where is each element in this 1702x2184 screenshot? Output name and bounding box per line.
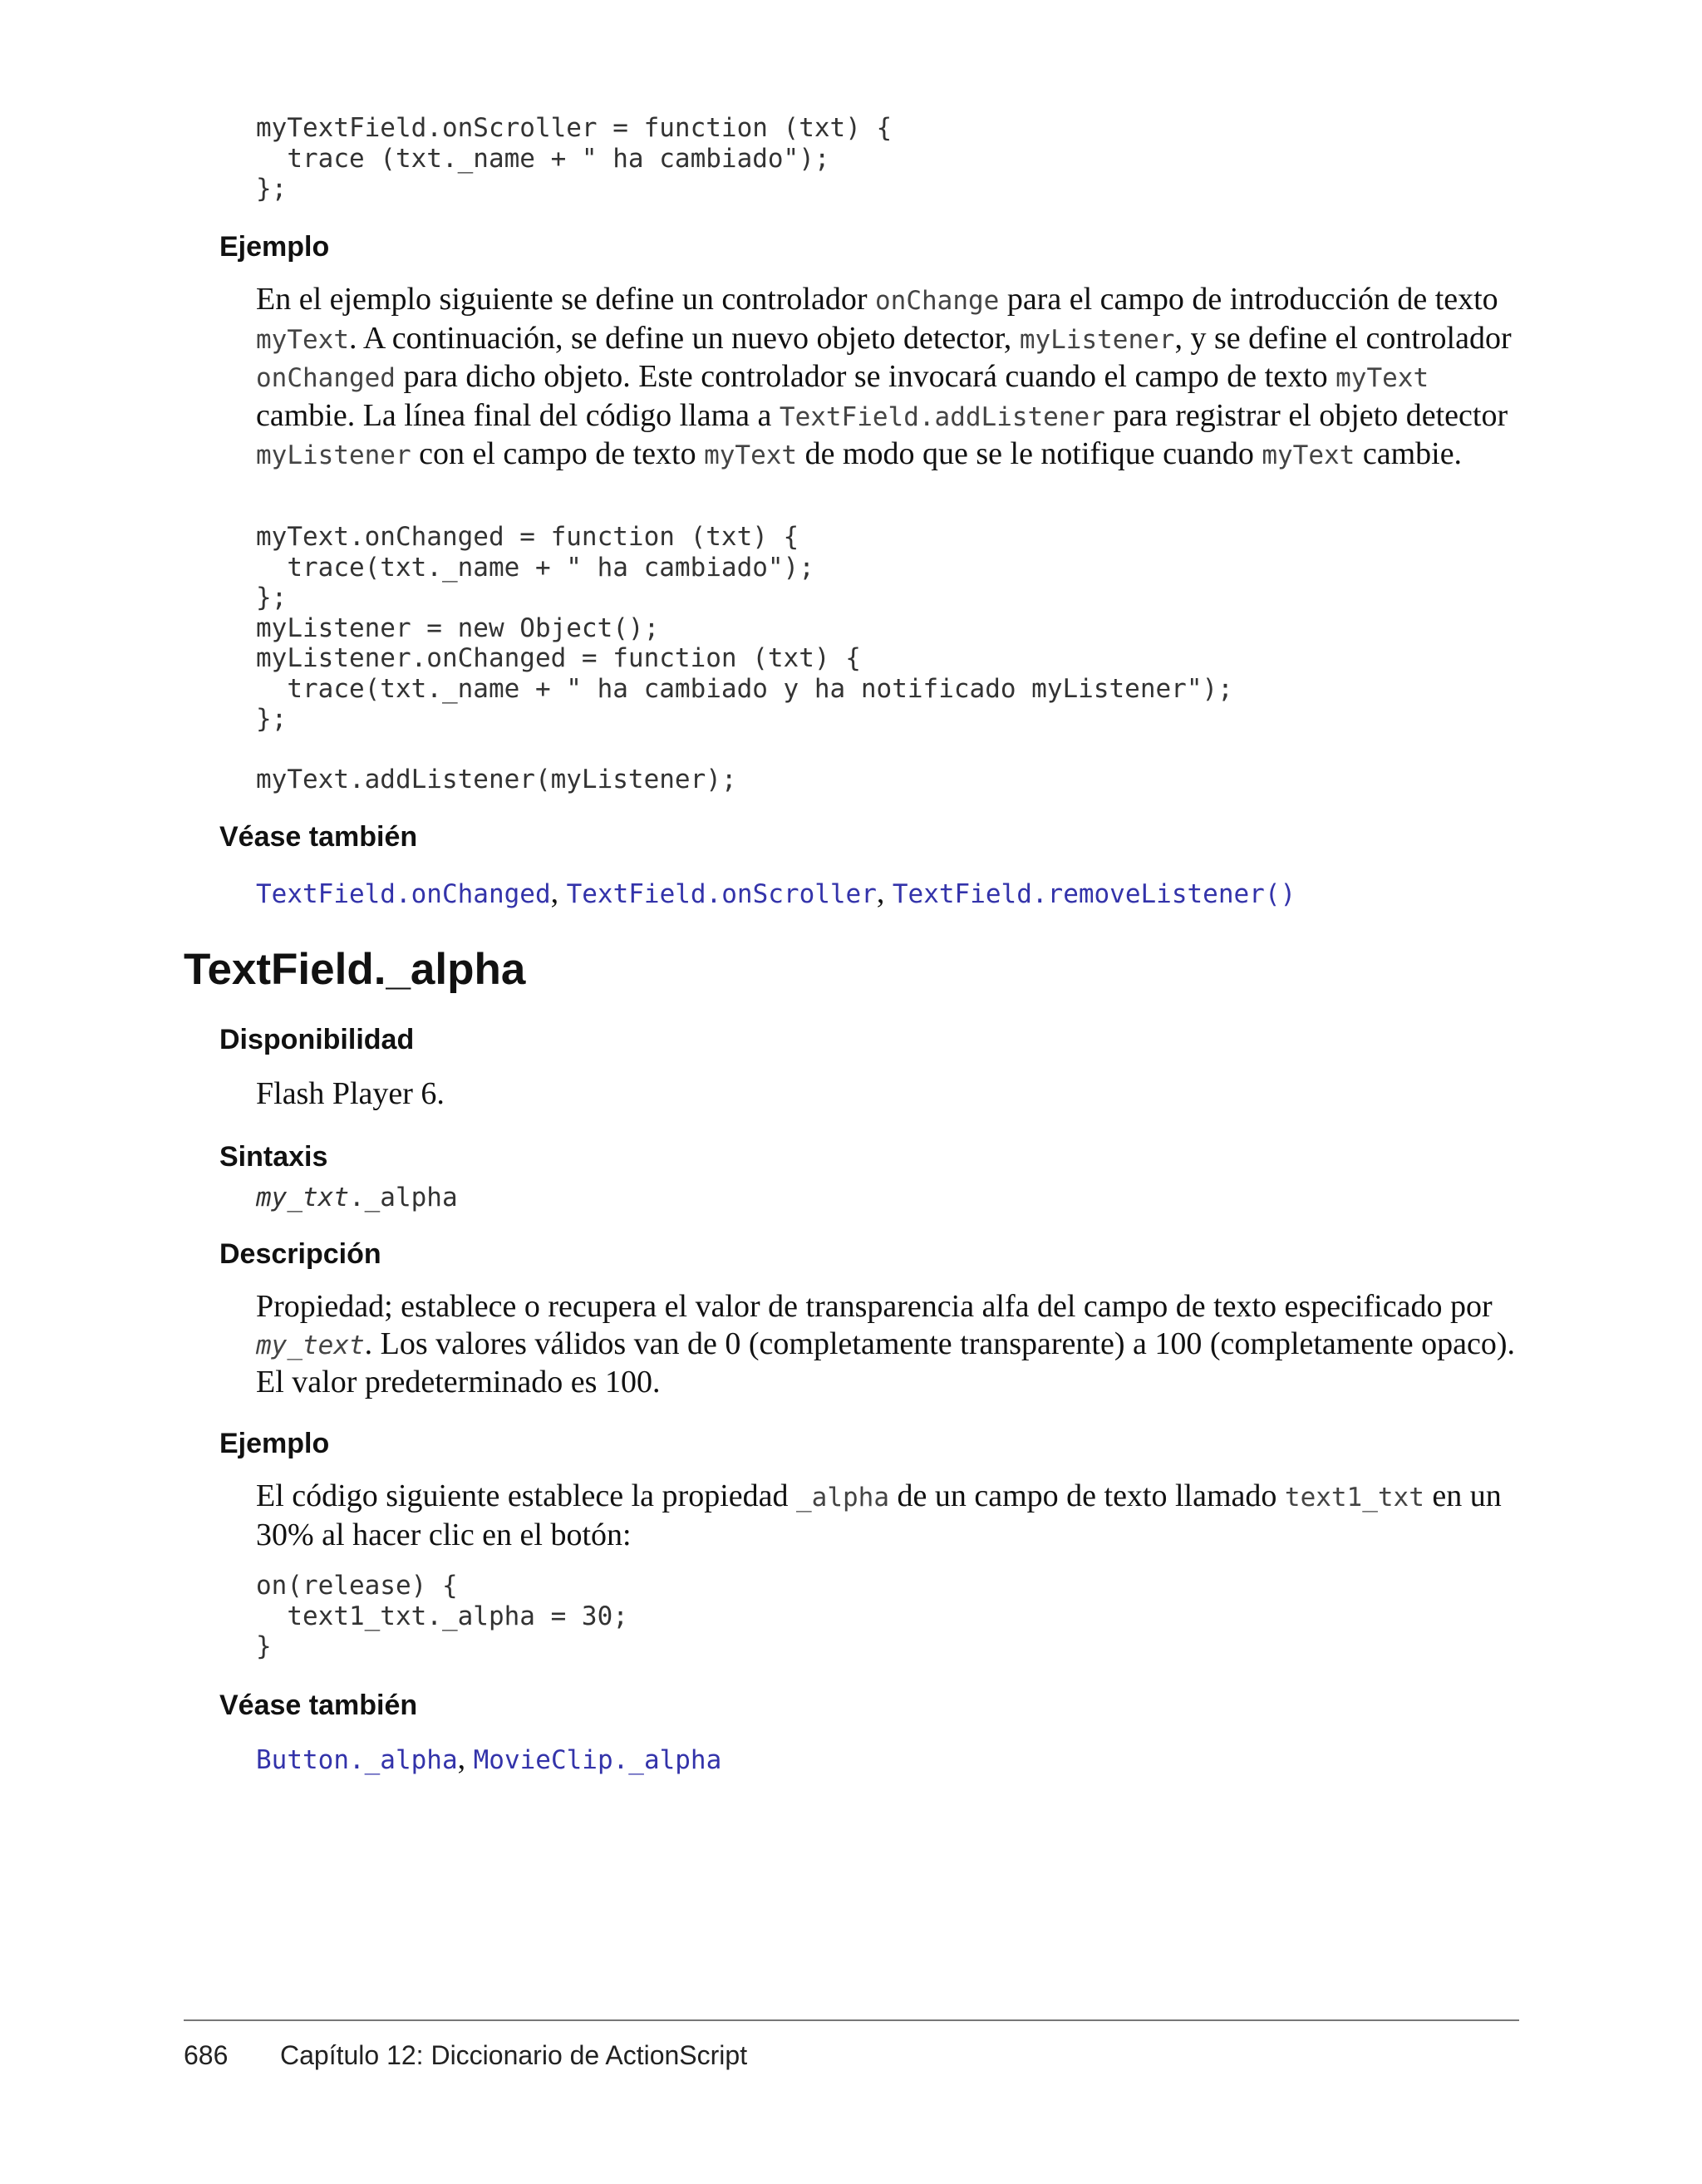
heading-descripcion: Descripción [219,1238,381,1270]
code-block-alpha: on(release) { text1_txt._alpha = 30; } [256,1571,628,1661]
heading-ejemplo-1: Ejemplo [219,231,330,263]
paragraph-ejemplo-1: En el ejemplo siguiente se define un controlador onChange para el campo de introducción de texto myText. A continuación, se define un nuevo objeto detector, myListener, y se define el controlador onChanged para dicho objeto. Este controlador se invocará cuando el campo de texto myText cambie. La línea final del código llama a TextField.addListener para registrar el objeto detector myListener con el campo de texto myText de modo que se le notifique cuando myText cambie. [256,282,1512,471]
paragraph-ejemplo-2: El código siguiente establece la propiedad _alpha de un campo de texto llamado text1_txt en un 30% al hacer clic en el botón: [256,1478,1502,1552]
page-number: 686 [184,2040,229,2070]
link-textfield-removelistener[interactable]: TextField.removeListener() [892,879,1296,909]
chapter-title: Capítulo 12: Diccionario de ActionScript [280,2040,748,2070]
footer-divider [184,2019,1519,2021]
section-title-textfield-alpha: TextField._alpha [184,945,526,994]
code-block-listener: myText.onChanged = function (txt) { trace(txt._name + " ha cambiado"); }; myListener = new Object(); myListener.onChanged = function (txt) { trace(txt._name + " ha cambiado y ha notificado myListener"); }; myText.addListener(myListener); [256,522,1233,794]
code-block-onscroller: myTextField.onScroller = function (txt) { trace (txt._name + " ha cambiado"); }; [256,113,893,204]
heading-ejemplo-2: Ejemplo [219,1428,330,1459]
link-movieclip-alpha[interactable]: MovieClip._alpha [473,1745,722,1775]
link-textfield-onscroller[interactable]: TextField.onScroller [566,879,877,909]
link-textfield-onchanged[interactable]: TextField.onChanged [256,879,551,909]
availability-text: Flash Player 6. [256,1076,445,1111]
syntax-line: my_txt._alpha [256,1183,458,1213]
heading-vease-tambien-1: Véase también [219,821,418,853]
link-button-alpha[interactable]: Button._alpha [256,1745,458,1775]
see-also-links-2: Button._alpha, MovieClip._alpha [256,1741,722,1776]
see-also-links-1: TextField.onChanged, TextField.onScroller, TextField.removeListener() [256,875,1296,910]
heading-sintaxis: Sintaxis [219,1141,328,1173]
paragraph-descripcion: Propiedad; establece o recupera el valor de transparencia alfa del campo de texto especificado por my_text. Los valores válidos van de 0 (completamente transparente) a 100 (completamente opaco). El valor predeterminado es 100. [256,1289,1516,1399]
heading-disponibilidad: Disponibilidad [219,1024,415,1055]
heading-vease-tambien-2: Véase también [219,1690,418,1721]
